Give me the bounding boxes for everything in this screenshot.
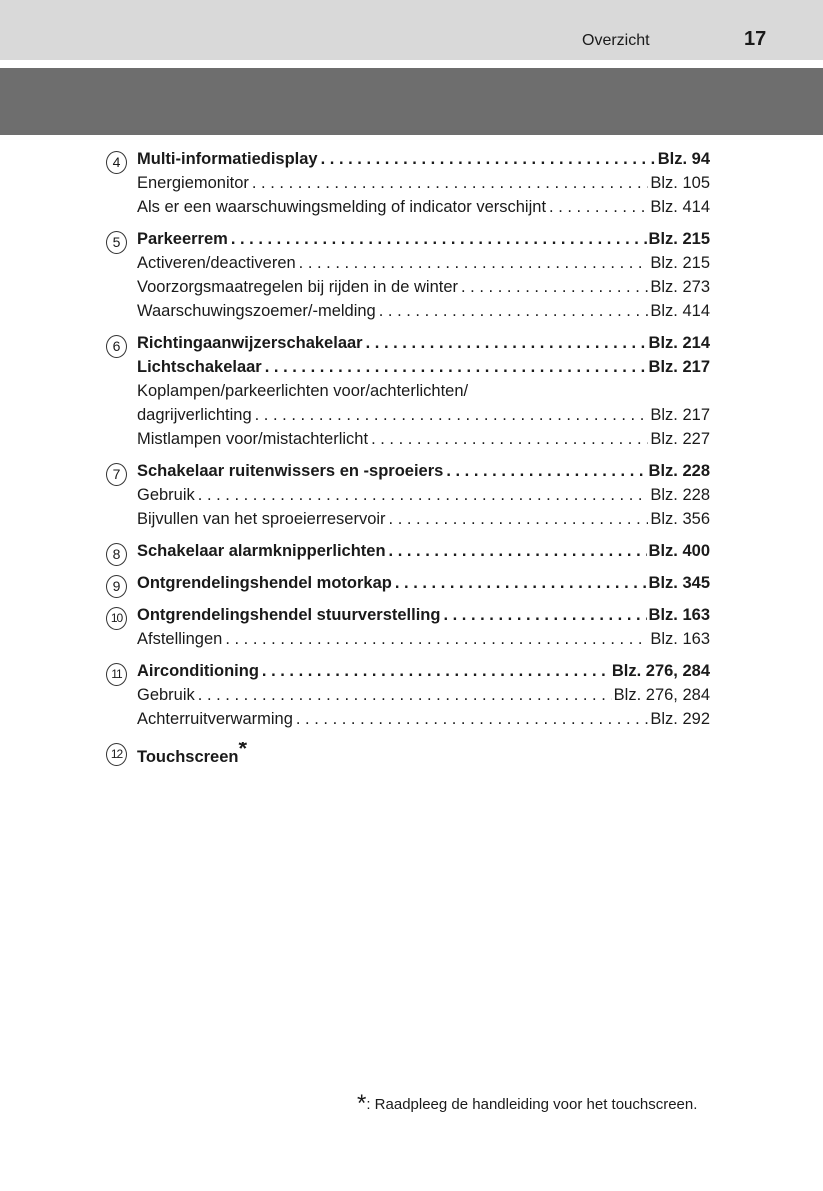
toc-entry [137, 302, 710, 326]
asterisk-marker: * [238, 742, 248, 761]
toc-entry [137, 198, 710, 222]
toc-entry [137, 230, 710, 254]
item-number-9: 9 [106, 575, 127, 598]
entry-title: Parkeerrem [137, 230, 228, 248]
entry-page-ref: Blz. 105 [650, 174, 710, 192]
footnote [357, 1088, 697, 1116]
dot-leader [549, 198, 648, 217]
toc-entry [137, 630, 710, 654]
toc-entry [137, 358, 710, 382]
toc-entry [137, 686, 710, 710]
entry-page-ref: Blz. 228 [648, 462, 710, 480]
entry-title: Voorzorgsmaatregelen bij rijden in de winter [137, 278, 459, 296]
entry-title: Schakelaar ruitenwissers en -sproeiers [137, 462, 444, 480]
toc-entry [137, 710, 710, 734]
footnote-text: : Raadpleeg de handleiding voor het touchscreen. [366, 1096, 698, 1113]
toc-entry [137, 742, 710, 766]
entry-page-ref: Blz. 217 [650, 406, 710, 424]
entry-title: Gebruik [137, 686, 195, 704]
toc-entry [137, 150, 710, 174]
section-title: Overzicht [582, 32, 650, 49]
dot-leader [198, 686, 612, 705]
entry-page-ref: Blz. 94 [657, 150, 710, 168]
entry-page-ref: Blz. 276, 284 [611, 662, 710, 680]
entry-page-ref: Blz. 163 [650, 630, 710, 648]
entry-title: Lichtschakelaar [137, 358, 262, 376]
entry-title: Schakelaar alarmknipperlichten [137, 542, 386, 560]
entry-page-ref: Blz. 215 [650, 254, 710, 272]
entry-page-ref: Blz. 214 [648, 334, 710, 352]
entry-page-ref: Blz. 228 [650, 486, 710, 504]
dot-leader [395, 574, 647, 593]
entry-page-ref: Blz. 215 [648, 230, 710, 248]
dot-leader [231, 230, 647, 249]
toc-entry [137, 574, 710, 598]
dot-leader [389, 510, 649, 529]
entry-title: Airconditioning [137, 662, 259, 680]
toc-entry [137, 406, 710, 430]
dot-leader [389, 542, 647, 561]
toc-entry [137, 462, 710, 486]
item-number-7: 7 [106, 463, 127, 486]
entry-page-ref: Blz. 273 [650, 278, 710, 296]
toc-entry [137, 510, 710, 534]
entry-page-ref: Blz. 227 [650, 430, 710, 448]
toc-entry [137, 662, 710, 686]
dot-leader [252, 174, 648, 193]
dot-leader [443, 606, 646, 625]
dot-leader [446, 462, 646, 481]
entry-title: Afstellingen [137, 630, 223, 648]
entry-page-ref: Blz. 163 [648, 606, 710, 624]
entry-title: Richtingaanwijzerschakelaar [137, 334, 363, 352]
dot-leader [265, 358, 647, 377]
item-number-11: 11 [106, 663, 127, 686]
entry-title: Als er een waarschuwingsmelding of indicator verschijnt [137, 198, 547, 216]
toc-entry [137, 486, 710, 510]
dot-leader [296, 710, 648, 729]
entry-page-ref: Blz. 414 [650, 198, 710, 216]
entry-title: Ontgrendelingshendel motorkap [137, 574, 392, 592]
entry-title: Achterruitverwarming [137, 710, 293, 728]
entry-title: Gebruik [137, 486, 195, 504]
entry-title: Mistlampen voor/mistachterlicht [137, 430, 369, 448]
toc-entry [137, 606, 710, 630]
item-number-6: 6 [106, 335, 127, 358]
dot-leader [225, 630, 648, 649]
toc-entry [137, 542, 710, 566]
dot-leader [461, 278, 648, 297]
toc-entry [137, 174, 710, 198]
item-number-4: 4 [106, 151, 127, 174]
dot-leader [198, 486, 649, 505]
page-header [0, 0, 823, 60]
entry-title: dagrijverlichting [137, 406, 252, 424]
item-number-10: 10 [106, 607, 127, 630]
entry-title: Touchscreen [137, 748, 239, 766]
header-band [0, 68, 823, 135]
entry-title: Ontgrendelingshendel stuurverstelling [137, 606, 441, 624]
toc-entry [137, 278, 710, 302]
entry-page-ref: Blz. 276, 284 [613, 686, 710, 704]
entry-page-ref: Blz. 400 [648, 542, 710, 560]
entry-title: Bijvullen van het sproeierreservoir [137, 510, 386, 528]
dot-leader [321, 150, 656, 169]
toc-entry [137, 334, 710, 358]
footnote-asterisk: * [357, 1090, 367, 1117]
toc-entry [137, 382, 710, 406]
entry-title: Energiemonitor [137, 174, 249, 192]
entry-title: Waarschuwingszoemer/-melding [137, 302, 376, 320]
item-number-12: 12 [106, 743, 127, 766]
item-number-5: 5 [106, 231, 127, 254]
entry-title: Koplampen/parkeerlichten voor/achterlichten/ [137, 382, 469, 400]
entry-page-ref: Blz. 292 [650, 710, 710, 728]
entry-title: Multi-informatiedisplay [137, 150, 318, 168]
dot-leader [371, 430, 648, 449]
entry-page-ref: Blz. 345 [648, 574, 710, 592]
toc-entry [137, 430, 710, 454]
dot-leader [366, 334, 647, 353]
item-number-8: 8 [106, 543, 127, 566]
page-number: 17 [744, 28, 767, 50]
entry-page-ref: Blz. 414 [650, 302, 710, 320]
dot-leader [299, 254, 649, 273]
entry-title: Activeren/deactiveren [137, 254, 296, 272]
toc-entry [137, 254, 710, 278]
dot-leader [262, 662, 610, 681]
entry-page-ref: Blz. 356 [650, 510, 710, 528]
dot-leader [255, 406, 649, 425]
dot-leader [379, 302, 649, 321]
entry-page-ref: Blz. 217 [648, 358, 710, 376]
